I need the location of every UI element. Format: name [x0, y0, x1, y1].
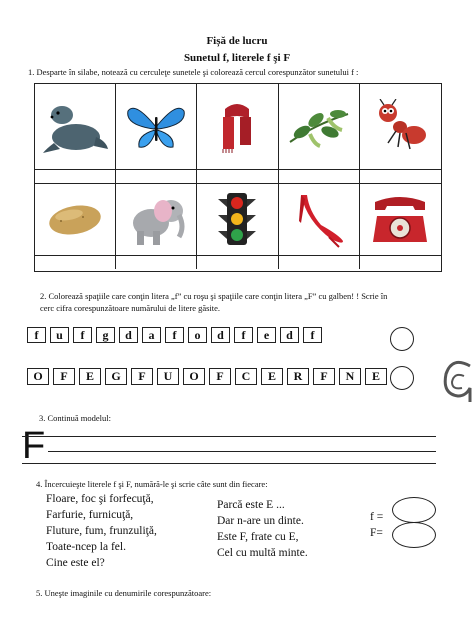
write-cell[interactable]	[360, 170, 441, 184]
letter-box[interactable]: f	[27, 327, 46, 343]
letter-strip-lowercase	[27, 327, 322, 343]
bean-plant-icon	[286, 104, 352, 150]
write-cell[interactable]	[197, 170, 278, 184]
count-label-lowercase: f =	[370, 511, 384, 523]
cell-ant	[360, 84, 441, 170]
writing-line-bottom	[22, 463, 436, 464]
cell-traffic-light	[197, 184, 278, 256]
letter-box[interactable]: o	[188, 327, 207, 343]
write-cell[interactable]	[116, 256, 197, 269]
write-cell[interactable]	[360, 256, 441, 269]
letter-box[interactable]: N	[339, 368, 361, 385]
letter-box[interactable]: u	[50, 327, 69, 343]
page-title: Fișă de lucru	[206, 35, 268, 47]
letter-strip-uppercase	[27, 368, 387, 385]
poem-left-line: Floare, foc şi forfecuţă,	[46, 493, 154, 505]
write-cell[interactable]	[279, 170, 360, 184]
cell-potato	[35, 184, 116, 256]
traffic-light-icon	[212, 191, 262, 249]
write-cell[interactable]	[35, 170, 116, 184]
poem-left-line: Fluture, fum, frunzuliţă,	[46, 525, 157, 537]
letter-box[interactable]: F	[209, 368, 231, 385]
count-circle-uppercase[interactable]	[390, 366, 414, 390]
writing-line-middle[interactable]	[48, 451, 436, 452]
letter-box[interactable]: d	[280, 327, 299, 343]
cell-scarf	[197, 84, 278, 170]
high-heel-shoe-icon	[291, 191, 347, 249]
letter-box[interactable]: O	[27, 368, 49, 385]
task2-instruction-line1: 2. Colorează spaţiile care conţin litera „f” cu roşu şi spaţiile care conţin litera „F” cu galben! ! Scrie în	[40, 291, 388, 301]
count-label-uppercase: F=	[370, 527, 383, 539]
poem-right-line: Dar n-are un dinte.	[217, 515, 304, 527]
telephone-icon	[369, 194, 431, 246]
poem-right-line: Cel cu multă minte.	[217, 547, 308, 559]
count-oval-lowercase[interactable]	[392, 497, 436, 523]
letter-box[interactable]: g	[96, 327, 115, 343]
image-grid	[34, 83, 442, 272]
letter-box[interactable]: E	[365, 368, 387, 385]
task4-instruction: 4. Încercuieşte literele f şi F, numără-le şi scrie câte sunt din fiecare:	[36, 479, 268, 489]
letter-box[interactable]: d	[211, 327, 230, 343]
elephant-icon	[125, 193, 187, 247]
letter-box[interactable]: U	[157, 368, 179, 385]
page-subtitle: Sunetul f, literele f şi F	[183, 52, 291, 64]
write-cell[interactable]	[197, 256, 278, 269]
poem-right-line: Este F, frate cu E,	[217, 531, 299, 543]
task2-instruction-line2: cerc cifra corespunzătoare numărului de litere găsite.	[40, 303, 221, 313]
letter-box[interactable]: f	[73, 327, 92, 343]
cell-telephone	[360, 184, 441, 256]
task3-instruction: 3. Continuă modelul:	[39, 413, 112, 423]
writing-line-top	[22, 436, 436, 437]
poem-left-line: Toate-ncep la fel.	[46, 541, 126, 553]
letter-box[interactable]: C	[235, 368, 257, 385]
letter-box[interactable]: R	[287, 368, 309, 385]
cell-seal	[35, 84, 116, 170]
write-cell[interactable]	[35, 256, 116, 269]
cell-butterfly	[116, 84, 197, 170]
poem-right-line: Parcă este E ...	[217, 499, 285, 511]
letter-box[interactable]: F	[313, 368, 335, 385]
cell-elephant	[116, 184, 197, 256]
letter-box[interactable]: f	[165, 327, 184, 343]
letter-box[interactable]: F	[131, 368, 153, 385]
poem-left-line: Farfurie, furnicuţă,	[46, 509, 134, 521]
ant-icon	[370, 99, 430, 155]
count-circle-lowercase[interactable]	[390, 327, 414, 351]
butterfly-icon	[125, 99, 187, 155]
task5-instruction: 5. Uneşte imaginile cu denumirile corespunzătoare:	[36, 588, 212, 598]
poem-left-line: Cine este el?	[46, 557, 105, 569]
write-cell[interactable]	[116, 170, 197, 184]
letter-box[interactable]: O	[183, 368, 205, 385]
potato-icon	[47, 203, 103, 237]
letter-box[interactable]: G	[105, 368, 127, 385]
model-letter: F	[22, 425, 46, 467]
task1-instruction: 1. Desparte în silabe, notează cu cerculeţe sunetele şi colorează cercul corespunzător sunetului f :	[28, 67, 359, 77]
count-oval-uppercase[interactable]	[392, 522, 436, 548]
letter-box[interactable]: F	[53, 368, 75, 385]
write-cell[interactable]	[279, 256, 360, 269]
poem-right	[217, 497, 308, 561]
cell-beans	[279, 84, 360, 170]
letter-box[interactable]: e	[257, 327, 276, 343]
scarf-icon	[217, 99, 257, 155]
seal-icon	[40, 97, 110, 157]
cell-shoe	[279, 184, 360, 256]
letter-box[interactable]: E	[79, 368, 101, 385]
letter-box[interactable]: f	[234, 327, 253, 343]
letter-box[interactable]: f	[303, 327, 322, 343]
poem-left	[46, 491, 157, 571]
letter-box[interactable]: E	[261, 368, 283, 385]
decorative-letter-a-icon	[440, 350, 474, 406]
letter-box[interactable]: d	[119, 327, 138, 343]
letter-box[interactable]: a	[142, 327, 161, 343]
